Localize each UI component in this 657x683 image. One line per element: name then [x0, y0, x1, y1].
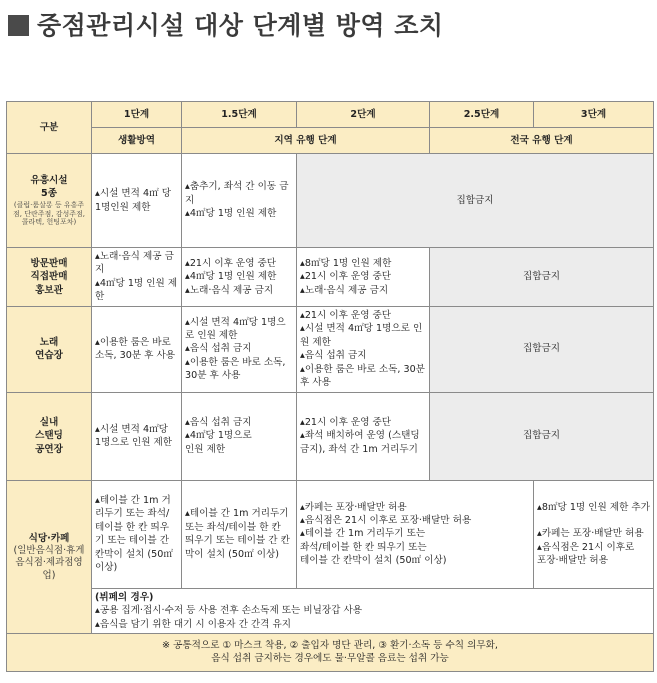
footnote: ※ 공통적으로 ① 마스크 착용, ② 출입자 명단 관리, ③ 환기·소독 등 수칙 의무화, 음식 섭취 금지하는 경우에도 물·무알콜 음료는 섭취 가능: [7, 633, 654, 671]
buffet-title: (뷔페의 경우): [95, 591, 154, 603]
row-subnote-restaurant: (일반음식점·휴게음식점·제과점영업): [13, 545, 85, 581]
table-row-footnote: [7, 633, 654, 671]
header-level-2-5: 2.5단계: [430, 102, 534, 128]
header-row-groups: [7, 128, 654, 154]
cell-restaurant-l2: ▴카페는 포장·배달만 허용 ▴음식점은 21시 이후로 포장·배달만 허용 ▴테이블 간 1m 거리두기 또는 좌석/테이블 한 칸 띄우기 또는 테이블 간 칸막이 설치 (50㎡ 이상): [297, 480, 534, 588]
cell-sales-l2: ▴8㎡당 1명 인원 제한 ▴21시 이후 운영 중단 ▴노래·음식 제공 금지: [297, 248, 430, 307]
buffet-text: ▴공용 집게·접시·수저 등 사용 전후 손소독제 또는 비닐장갑 사용 ▴음식을 담기 위한 대기 시 이용자 간 간격 유지: [95, 605, 362, 630]
measures-table: [6, 101, 654, 672]
cell-entertainment-ban: 집합금지: [297, 154, 654, 248]
header-row-levels: [7, 102, 654, 128]
row-header-entertainment: 유흥시설 5종 (클럽·룸살롱 등 유흥주점, 단란주점, 감성주점, 콜라텍, 헌팅포차): [7, 154, 92, 248]
header-level-1-5: 1.5단계: [182, 102, 297, 128]
title-text: 중점관리시설 대상 단계별 방역 조치: [37, 11, 444, 40]
cell-buffet: [92, 588, 654, 633]
cell-restaurant-l15: ▴테이블 간 1m 거리두기 또는 좌석/테이블 한 칸 띄우기 또는 테이블 간 칸막이 설치 (50㎡ 이상): [182, 480, 297, 588]
cell-karaoke-l15: ▴시설 면적 4㎡당 1명으로 인원 제한 ▴음식 섭취 금지 ▴이용한 룸은 바로 소독, 30분 후 사용: [182, 306, 297, 392]
header-group-national: 전국 유행 단계: [430, 128, 654, 154]
table-row-sales: [7, 248, 654, 307]
cell-sales-l15: ▴21시 이후 운영 중단 ▴4㎡당 1명 인원 제한 ▴노래·음식 제공 금지: [182, 248, 297, 307]
row-subnote-entertainment: (클럽·룸살롱 등 유흥주점, 단란주점, 감성주점, 콜라텍, 헌팅포차): [13, 200, 85, 227]
cell-standing-l1: ▴시설 면적 4㎡당 1명으로 인원 제한: [92, 392, 182, 480]
cell-restaurant-l1: ▴테이블 간 1m 거리두기 또는 좌석/테이블 한 칸 띄우기 또는 테이블 간 칸막이 설치 (50㎡ 이상): [92, 480, 182, 588]
cell-sales-l1: ▴노래·음식 제공 금지 ▴4㎡당 1명 인원 제한: [92, 248, 182, 307]
header-category: 구분: [7, 102, 92, 154]
header-level-2: 2단계: [297, 102, 430, 128]
cell-standing-l2: ▴21시 이후 운영 중단 ▴좌석 배치하여 운영 (스탠딩 금지), 좌석 간 1m 거리두기: [297, 392, 430, 480]
header-group-daily: 생활방역: [92, 128, 182, 154]
cell-standing-ban: 집합금지: [430, 392, 654, 480]
table-row-restaurant: [7, 480, 654, 588]
cell-karaoke-l1: ▴이용한 룸은 바로 소독, 30분 후 사용: [92, 306, 182, 392]
cell-karaoke-ban: 집합금지: [430, 306, 654, 392]
cell-standing-l15: ▴음식 섭취 금지 ▴4㎡당 1명으로 인원 제한: [182, 392, 297, 480]
row-header-restaurant: 식당·카페 (일반음식점·휴게음식점·제과점영업): [7, 480, 92, 633]
table-row-karaoke: [7, 306, 654, 392]
row-header-sales: 방문판매 직접판매 홍보관: [7, 248, 92, 307]
cell-karaoke-l2: ▴21시 이후 운영 중단 ▴시설 면적 4㎡당 1명으로 인원 제한 ▴음식 섭취 금지 ▴이용한 룸은 바로 소독, 30분 후 사용: [297, 306, 430, 392]
cell-entertainment-l15: ▴춤추기, 좌석 간 이동 금지 ▴4㎡당 1명 인원 제한: [182, 154, 297, 248]
row-header-karaoke: 노래 연습장: [7, 306, 92, 392]
row-header-standing: 실내 스탠딩 공연장: [7, 392, 92, 480]
cell-restaurant-l25: ▴8㎡당 1명 인원 제한 추가 ▴카페는 포장·배달만 허용 ▴음식점은 21시 이후로 포장·배달만 허용: [534, 480, 654, 588]
table-row-buffet: [7, 588, 654, 633]
page-title: [8, 6, 444, 42]
cell-sales-ban: 집합금지: [430, 248, 654, 307]
header-level-3: 3단계: [534, 102, 654, 128]
header-group-regional: 지역 유행 단계: [182, 128, 430, 154]
cell-entertainment-l1: ▴시설 면적 4㎡ 당 1명인원 제한: [92, 154, 182, 248]
table-row-standing: [7, 392, 654, 480]
title-square-icon: [8, 15, 29, 36]
table-row-entertainment: [7, 154, 654, 248]
header-level-1: 1단계: [92, 102, 182, 128]
